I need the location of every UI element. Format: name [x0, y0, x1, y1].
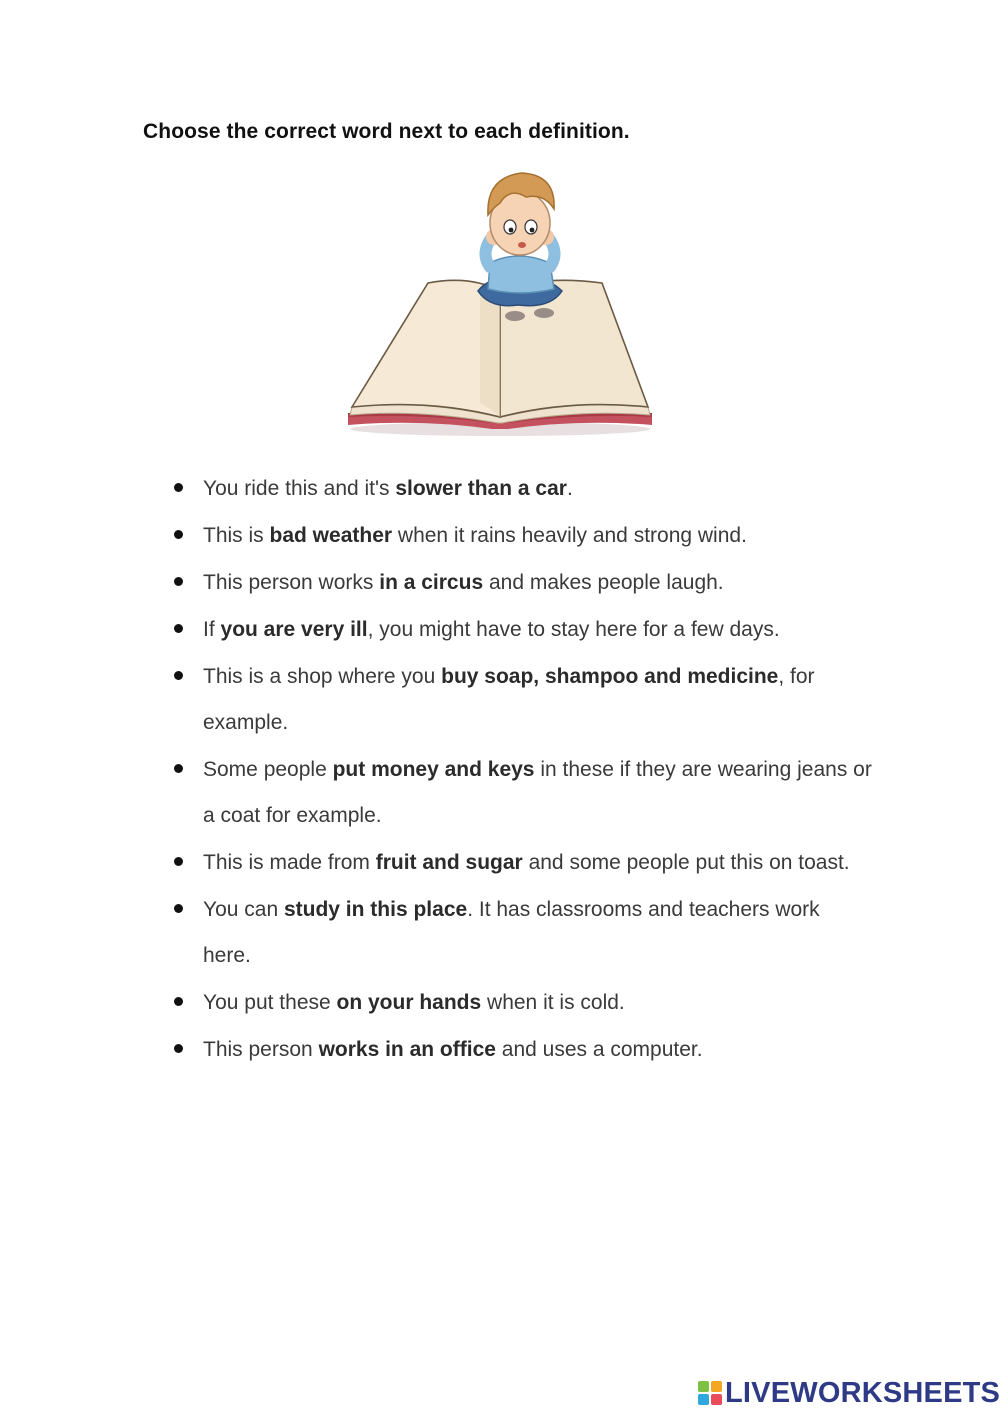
bullet-icon: [174, 904, 183, 913]
bullet-icon: [174, 483, 183, 492]
definition-item: Some people put money and keys in these if they are wearing jeans or a coat for example.: [172, 747, 872, 839]
definition-list: [172, 466, 872, 1074]
instruction-heading: Choose the correct word next to each definition.: [143, 120, 630, 143]
definition-item: This is bad weather when it rains heavily and strong wind.: [172, 513, 872, 559]
definition-item: You put these on your hands when it is cold.: [172, 980, 872, 1026]
definition-item: This is made from fruit and sugar and some people put this on toast.: [172, 840, 872, 886]
bullet-icon: [174, 764, 183, 773]
definition-item: This person works in an office and uses a computer.: [172, 1027, 872, 1073]
definition-item: You ride this and it's slower than a car.: [172, 466, 872, 512]
definition-item: This is a shop where you buy soap, shampoo and medicine, for example.: [172, 654, 872, 746]
definition-item: This person works in a circus and makes people laugh.: [172, 560, 872, 606]
bullet-icon: [174, 857, 183, 866]
boy-reading-book-illustration: [340, 163, 660, 438]
bullet-icon: [174, 530, 183, 539]
bullet-icon: [174, 671, 183, 680]
bullet-icon: [174, 624, 183, 633]
bullet-icon: [174, 1044, 183, 1053]
bullet-icon: [174, 997, 183, 1006]
liveworksheets-logo: [697, 1376, 1000, 1410]
liveworksheets-logo-icon: [697, 1380, 723, 1406]
liveworksheets-brand-text: LIVEWORKSHEETS: [725, 1376, 1000, 1409]
definition-item: If you are very ill, you might have to stay here for a few days.: [172, 607, 872, 653]
definition-item: You can study in this place. It has classrooms and teachers work here.: [172, 887, 872, 979]
bullet-icon: [174, 577, 183, 586]
